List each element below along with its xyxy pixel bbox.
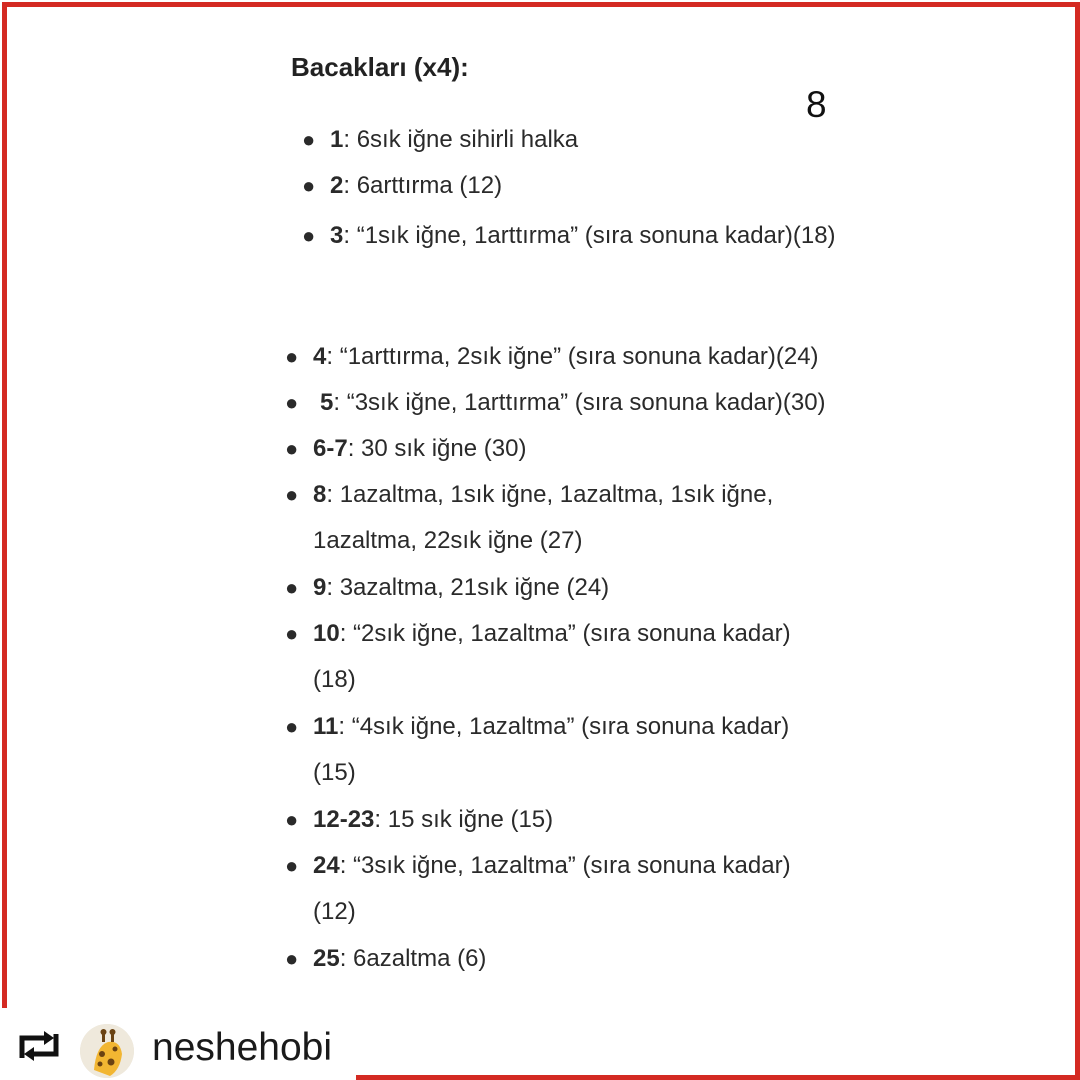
page-title: Bacakları (x4): <box>291 52 469 82</box>
username[interactable]: neshehobi <box>152 1026 332 1069</box>
list-item: ● 24: “3sık iğne, 1azaltma” (sıra sonuna kadar) (12) <box>313 843 791 935</box>
bullet-icon: ● <box>285 621 299 646</box>
bullet-icon: ● <box>285 482 299 507</box>
bullet-icon: ● <box>285 946 299 971</box>
list-item: ● 25: 6azaltma (6) <box>313 936 486 982</box>
bullet-icon: ● <box>302 173 316 198</box>
avatar[interactable] <box>80 1024 134 1078</box>
bullet-icon: ● <box>302 127 316 152</box>
page-number: 8 <box>806 84 827 125</box>
bullet-icon: ● <box>285 390 299 415</box>
list-item: ● 1: 6sık iğne sihirli halka <box>330 117 578 163</box>
giraffe-icon <box>80 1024 134 1078</box>
list-item: ● 4: “1arttırma, 2sık iğne” (sıra sonuna kadar)(24) <box>313 334 819 380</box>
list-item: ● 11: “4sık iğne, 1azaltma” (sıra sonuna kadar) (15) <box>313 704 789 796</box>
bullet-icon: ● <box>302 223 316 248</box>
bullet-icon: ● <box>285 714 299 739</box>
bullet-icon: ● <box>285 436 299 461</box>
list-item: ● 2: 6arttırma (12) <box>330 163 502 209</box>
bullet-icon: ● <box>285 575 299 600</box>
list-item: ● 9: 3azaltma, 21sık iğne (24) <box>313 565 609 611</box>
bullet-icon: ● <box>285 344 299 369</box>
retweet-icon <box>16 1028 62 1069</box>
list-item: ● 3: “1sık iğne, 1arttırma” (sıra sonuna kadar)(18) <box>330 213 836 259</box>
list-item: ● 6-7: 30 sık iğne (30) <box>313 426 526 472</box>
list-item: ● 5: “3sık iğne, 1arttırma” (sıra sonuna kadar)(30) <box>320 380 826 426</box>
list-item: ● 12-23: 15 sık iğne (15) <box>313 797 553 843</box>
bullet-icon: ● <box>285 807 299 832</box>
list-item: ● 8: 1azaltma, 1sık iğne, 1azaltma, 1sık iğne, 1azaltma, 22sık iğne (27) <box>313 472 773 564</box>
repost-badge <box>0 1008 356 1080</box>
bullet-icon: ● <box>285 853 299 878</box>
list-item: ● 10: “2sık iğne, 1azaltma” (sıra sonuna kadar) (18) <box>313 611 791 703</box>
